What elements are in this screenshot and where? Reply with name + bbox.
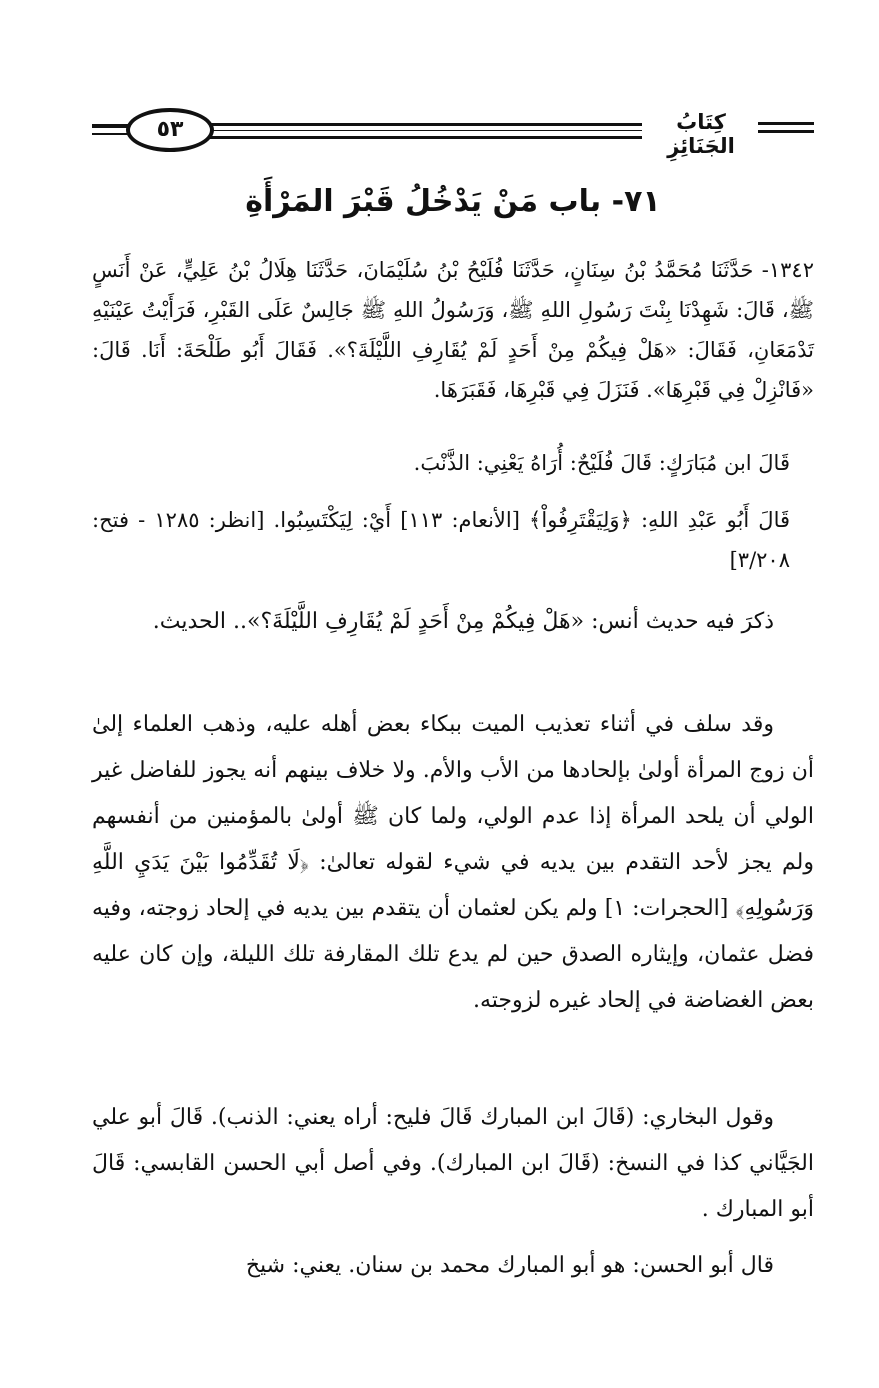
- commentary-paragraph-3: قال أبو الحسن: هو أبو المبارك محمد بن سنان. يعني: شيخ: [245, 1253, 774, 1278]
- header-rule-right-top: [758, 122, 814, 125]
- hadith-note-2: قَالَ أَبُو عَبْدِ اللهِ: ﴿وَلِيَقْتَرِفُواْ﴾ [الأنعام: ١١٣] أَيْ: لِيَكْتَسِبُوا. [انظر: ١٢٨٥ - فتح: ٣/٢٠٨]: [92, 508, 791, 572]
- book-title: كِتَابُ الجَنَائِزِ: [667, 110, 735, 158]
- commentary-paragraph-1: وقد سلف في أثناء تعذيب الميت ببكاء بعض أهله عليه، وذهب العلماء إلىٰ أن زوج المرأة أولىٰ بإلحادها من الأب والأم. ولا خلاف بينهم أنه يجوز للفاضل غير الولي أن يلحد المرأة إذا عدم الولي، ولما كان ﷺ أولىٰ بالمؤمنين من أنفسهم ولم يجز لأحد التقدم بين يديه في شيء لقوله تعالىٰ: ﴿لَا تُقَدِّمُوا بَيْنَ يَدَيِ اللَّهِ وَرَسُولِهِ﴾ [الحجرات: ١] ولم يكن لعثمان أن يتقدم بين يديه في إلحاد زوجته، وفيه فضل عثمان، وإيثاره الصدق حين لم يدع تلك المقارفة تلك الليلة، وإن كان عليه بعض الغضاضة في إلحاد غيره لزوجته.: [92, 712, 814, 1013]
- running-header: [92, 108, 814, 158]
- chapter-heading: ٧١- باب مَنْ يَدْخُلُ قَبْرَ المَرْأَةِ: [245, 184, 661, 219]
- page-number: ٥٣: [156, 117, 184, 142]
- page-number-badge: [126, 108, 214, 152]
- header-rule-right-bottom: [758, 130, 814, 133]
- commentary-intro: ذكرَ فيه حديث أنس: «هَلْ فِيكُمْ مِنْ أَحَدٍ لَمْ يُقَارِفِ اللَّيْلَةَ؟».. الحديث.: [152, 609, 774, 634]
- hadith-text: ١٣٤٢- حَدَّثَنَا مُحَمَّدُ بْنُ سِنَانٍ، حَدَّثَنَا فُلَيْحُ بْنُ سُلَيْمَانَ، حَدَّثَنَا هِلَالُ بْنُ عَلِيٍّ، عَنْ أَنَسٍ ﷺ، قَالَ: شَهِدْنَا بِنْتَ رَسُولِ اللهِ ﷺ، وَرَسُولُ اللهِ ﷺ جَالِسٌ عَلَى القَبْرِ، فَرَأَيْتُ عَيْنَيْهِ تَدْمَعَانِ، فَقَالَ: «هَلْ فِيكُمْ مِنْ أَحَدٍ لَمْ يُقَارِفِ اللَّيْلَةَ؟». فَقَالَ أَبُو طَلْحَةَ: أَنَا. قَالَ: «فَانْزِلْ فِي قَبْرِهَا». فَنَزَلَ فِي قَبْرِهَا، فَقَبَرَهَا.: [92, 258, 814, 402]
- header-rule-middle-center: [210, 130, 642, 131]
- header-rule-middle-top: [210, 123, 642, 126]
- hadith-note-1: قَالَ ابن مُبَارَكٍ: قَالَ فُلَيْحٌ: أُرَاهُ يَعْنِي: الذَّنْبَ.: [413, 451, 790, 475]
- header-rule-middle-bottom: [210, 136, 642, 139]
- commentary-paragraph-2: وقول البخاري: (قَالَ ابن المبارك قَالَ فليح: أراه يعني: الذنب). قَالَ أبو علي الجَيَّاني كذا في النسخ: (قَالَ ابن المبارك). وفي أصل أبي الحسن القابسي: قَالَ أبو المبارك .: [92, 1105, 814, 1222]
